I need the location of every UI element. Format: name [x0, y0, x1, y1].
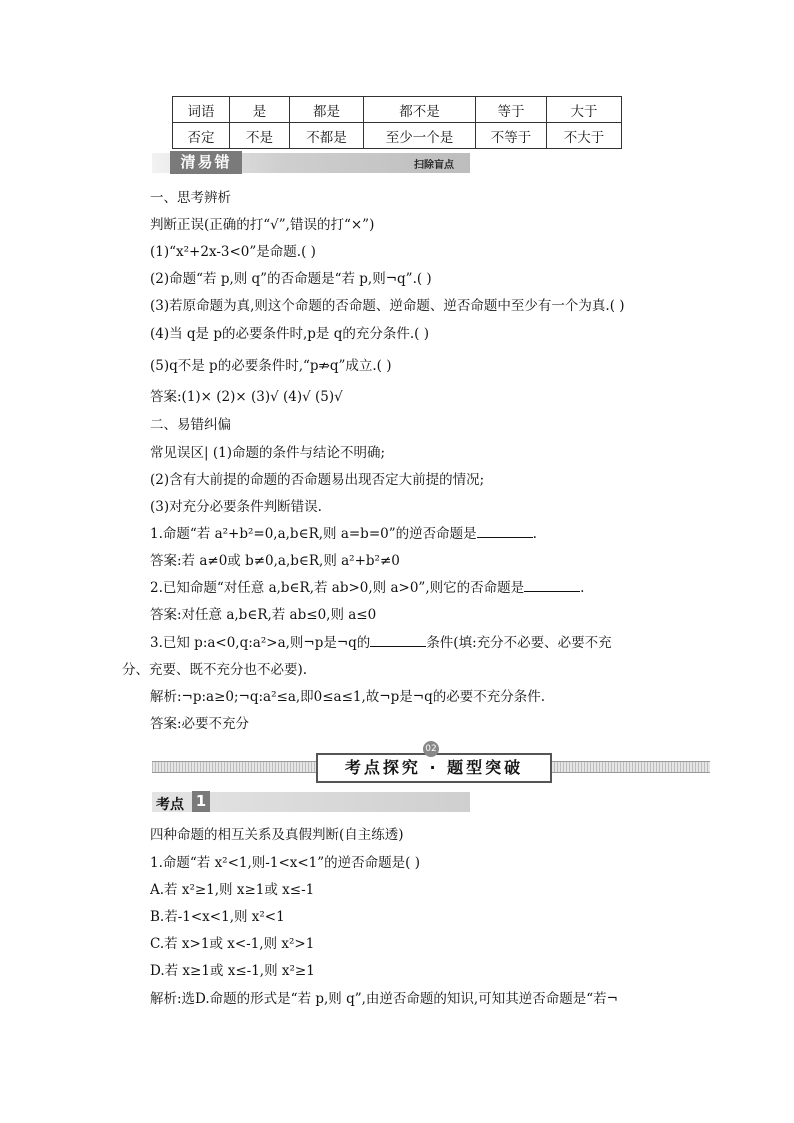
table-cell: 词语	[173, 97, 230, 123]
table-cell: 都不是	[364, 97, 476, 123]
text-line: 四种命题的相互关系及真假判断(自主练透)	[150, 827, 404, 843]
text-line: (1)“x²+2x-3<0”是命题.( )	[150, 244, 316, 260]
negation-table	[172, 96, 622, 149]
table-cell: 都是	[290, 97, 364, 123]
topic-number: 1	[192, 791, 210, 812]
text-line: 常见误区| (1)命题的条件与结论不明确;	[150, 445, 386, 461]
option-a: A.若 x²≥1,则 x≥1或 x≤-1	[150, 882, 315, 898]
answer-line: 答案:若 a≠0或 b≠0,a,b∈R,则 a²+b²≠0	[150, 553, 400, 569]
answer-line: 答案:对任意 a,b∈R,若 ab≤0,则 a≤0	[150, 607, 377, 623]
table-cell: 不等于	[476, 123, 547, 149]
table-row	[173, 123, 622, 149]
section-banner-subtitle: 扫除盲点	[414, 160, 454, 171]
section-number-badge: 02	[423, 741, 439, 757]
text-line: (3)对充分必要条件判断错误.	[150, 499, 322, 515]
text-line: (4)当 q是 p的必要条件时,p是 q的充分条件.( )	[150, 326, 429, 342]
answer-blank	[524, 579, 580, 592]
text-line: 二、易错纠偏	[150, 417, 231, 433]
analysis-line: 解析:¬p:a≥0;¬q:a²≤a,即0≤a≤1,故¬p是¬q的必要不充分条件.	[150, 689, 545, 705]
hatch-divider-left	[152, 761, 316, 773]
section-title: 考点探究 · 题型突破	[316, 753, 552, 783]
question-line	[150, 631, 612, 651]
table-cell: 不是	[230, 123, 290, 149]
question-line: 1.命题“若 x²<1,则-1<x<1”的逆否命题是( )	[150, 855, 420, 871]
text-line: 分、充要、既不充分也不必要).	[122, 662, 308, 678]
text-line: (3)若原命题为真,则这个命题的否命题、逆命题、逆否命题中至少有一个为真.( )	[150, 298, 625, 314]
table-cell: 是	[230, 97, 290, 123]
table-cell: 等于	[476, 97, 547, 123]
answer-line: 答案:(1)× (2)× (3)√ (4)√ (5)√	[150, 389, 343, 405]
period: .	[580, 580, 585, 596]
analysis-line: 解析:选D.命题的形式是“若 p,则 q”,由逆否命题的知识,可知其逆否命题是“若¬	[150, 991, 618, 1007]
table-cell: 否定	[173, 123, 230, 149]
option-d: D.若 x≥1或 x≤-1,则 x²≥1	[150, 963, 315, 979]
section-banner-title: 清易错	[170, 151, 242, 174]
question-text: 2.已知命题“对任意 a,b∈R,若 ab>0,则 a>0”,则它的否命题是	[150, 580, 525, 596]
answer-blank	[370, 634, 426, 647]
table-cell: 至少一个是	[364, 123, 476, 149]
answer-line: 答案:必要不充分	[150, 716, 250, 732]
period: .	[532, 526, 537, 542]
question-text: 1.命题“若 a²+b²=0,a,b∈R,则 a=b=0”的逆否命题是	[150, 526, 477, 542]
text-line: (5)q不是 p的必要条件时,“p⇏q”成立.( )	[150, 358, 392, 374]
text-line: 一、思考辨析	[150, 190, 231, 206]
table-cell: 不大于	[547, 123, 622, 149]
table-row	[173, 97, 622, 123]
text-line: (2)命题“若 p,则 q”的否命题是“若 p,则¬q”.( )	[150, 271, 432, 287]
question-text: 3.已知 p:a<0,q:a²>a,则¬p是¬q的	[150, 635, 371, 651]
question-text-tail: 条件(填:充分不必要、必要不充	[426, 635, 612, 651]
hatch-divider-right	[548, 761, 710, 773]
text-line: 判断正误(正确的打“√”,错误的打“×”)	[150, 217, 375, 233]
text-line: (2)含有大前提的命题的否命题易出现否定大前提的情况;	[150, 472, 485, 488]
question-line	[150, 522, 537, 542]
option-b: B.若-1<x<1,则 x²<1	[150, 909, 285, 925]
answer-blank	[477, 525, 533, 538]
topic-label: 考点	[156, 797, 184, 813]
table-cell: 大于	[547, 97, 622, 123]
table-cell: 不都是	[290, 123, 364, 149]
question-line	[150, 576, 584, 596]
option-c: C.若 x>1或 x<-1,则 x²>1	[150, 936, 315, 952]
